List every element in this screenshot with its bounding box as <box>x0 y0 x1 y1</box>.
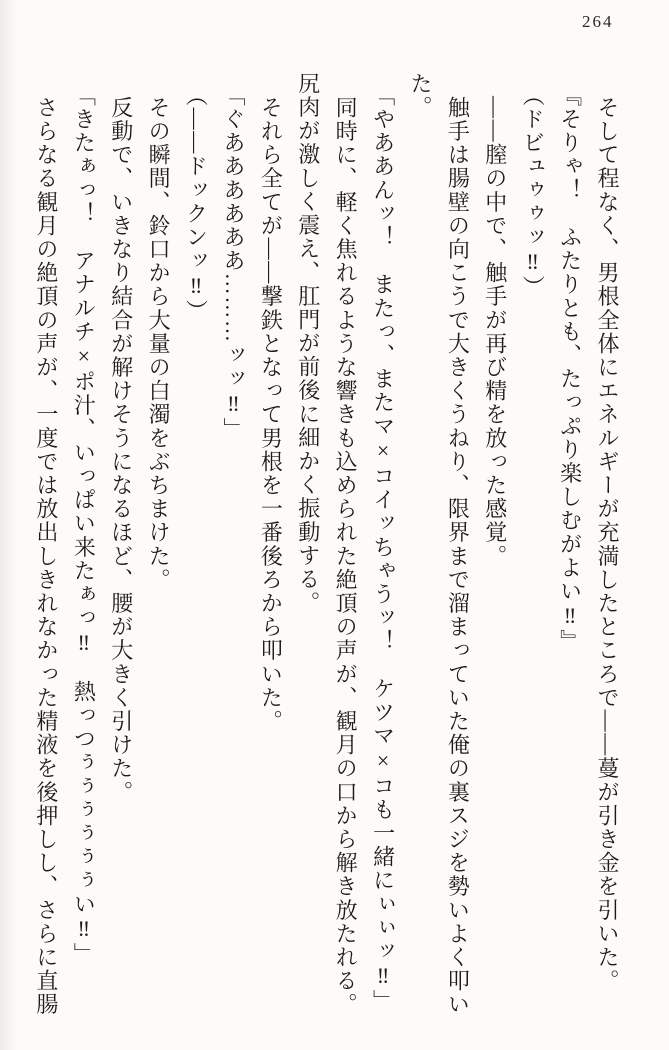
text-column: 『そりゃ！ ふたりとも、たっぷり楽しむがよい‼』 <box>557 83 583 654</box>
text-column: 「やああんッ！ またっ、またマ×コイッちゃうッ！ ケツマ×コも一緒にぃぃッ‼」 <box>370 83 396 1014</box>
text-column: 反動で、いきなり結合が解けそうになるほど、腰が大きく引けた。 <box>108 95 134 804</box>
text-column: 「ぐああああああ………ッッ‼」 <box>220 83 246 441</box>
text-column: さらなる観月の絶頂の声が、一度では放出しきれなかった精液を後押しし、さらに直腸 <box>33 95 59 1016</box>
text-column: （――ドックンッ‼） <box>183 83 209 323</box>
text-column: （ドビュゥゥッ‼） <box>520 83 546 300</box>
page-number: 264 <box>582 12 614 31</box>
text-column: 触手は腸壁の向こうで大きくうねり、限界まで溜まっていた俺の裏スジを勢いよく叩い <box>445 95 471 1016</box>
text-column: その瞬間、鈴口から大量の白濁をぶちまけた。 <box>146 95 172 592</box>
text-column: ――膣の中で、触手が再び精を放った感覚。 <box>482 95 508 568</box>
vertical-text-block <box>28 72 627 1014</box>
text-column: 同時に、軽く焦れるような響きも込められた絶頂の声が、観月の口から解き放たれる。 <box>333 95 359 1016</box>
text-column: 「きたぁっ！ アナルチ×ポ汁、いっぱい来たぁっ‼ 熱っつぅぅぅぅぅぅい‼」 <box>71 83 97 966</box>
text-column: 尻肉が激しく震え、肛門が前後に細かく振動する。 <box>295 72 321 615</box>
text-column: た。 <box>407 72 433 120</box>
text-column: それら全てが――撃鉄となって男根を一番後ろから叩いた。 <box>258 95 284 733</box>
text-column: そして程なく、男根全体にエネルギーが充満したところで――蔓が引き金を引いた。 <box>595 95 620 993</box>
